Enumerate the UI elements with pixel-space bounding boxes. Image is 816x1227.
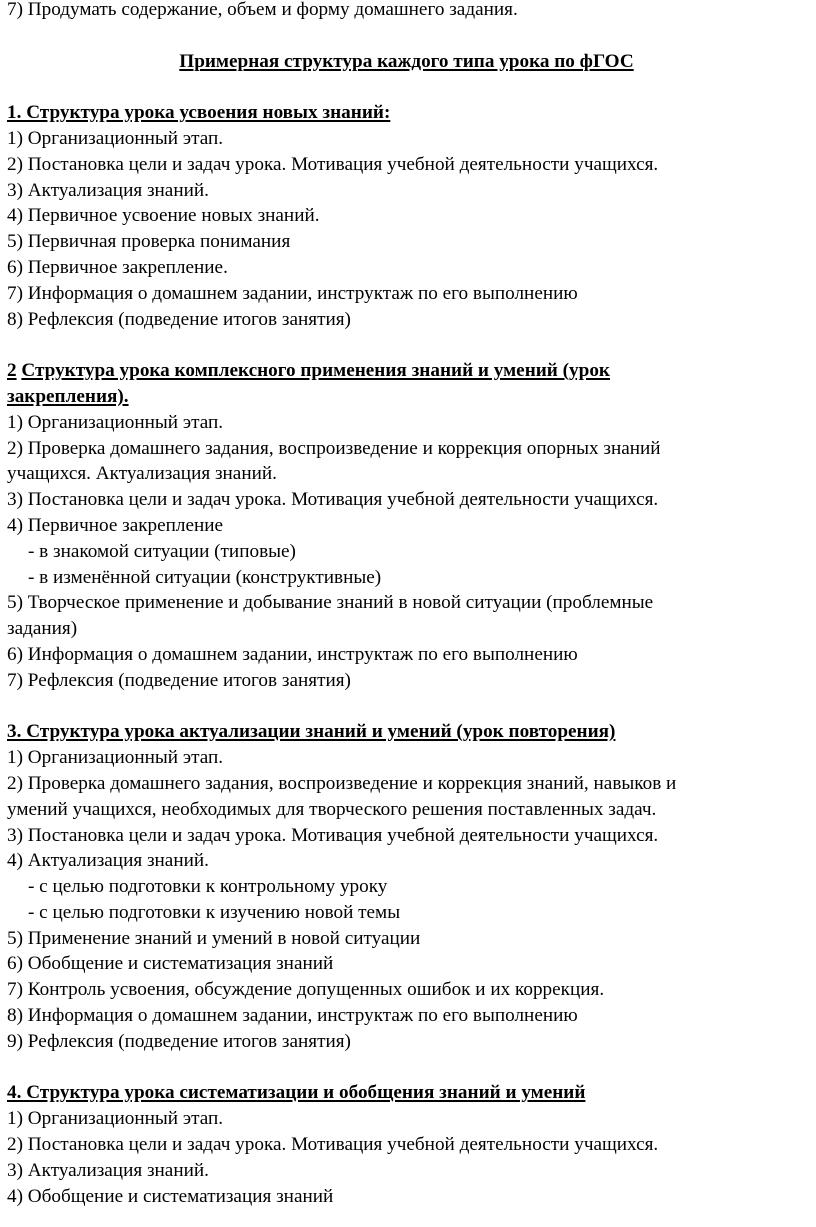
sub-list-item: - в знакомой ситуации (типовые) — [28, 540, 296, 562]
list-item: 3) Актуализация знаний. — [7, 179, 209, 201]
list-item: 8) Рефлексия (подведение итогов занятия) — [7, 308, 351, 330]
section-heading — [7, 358, 812, 384]
list-item: 1) Организационный этап. — [7, 1108, 224, 1130]
blank-line — [7, 1055, 812, 1081]
list-item: 3) Постановка цели и задач урока. Мотивация учебной деятельности учащихся. — [7, 824, 659, 846]
section-heading-continuation: закрепления). — [7, 385, 129, 407]
main-title: Примерная структура каждого типа урока по фГОС — [179, 50, 634, 72]
section-heading: 1. Структура урока усвоения новых знаний: — [7, 102, 391, 124]
list-item: 2) Постановка цели и задач урока. Мотивация учебной деятельности учащихся. — [7, 153, 659, 175]
list-item: 4) Обобщение и систематизация знаний — [7, 1185, 334, 1207]
list-item: 7) Информация о домашнем задании, инструктаж по его выполнению — [7, 282, 578, 304]
document-page — [7, 0, 812, 1209]
list-item: 5) Творческое применение и добывание знаний в новой ситуации (проблемные — [7, 592, 654, 614]
list-item: 1) Организационный этап. — [7, 127, 224, 149]
list-item: 3) Актуализация знаний. — [7, 1159, 209, 1181]
section-1 — [7, 100, 812, 332]
section-heading-number: 2 — [7, 360, 17, 382]
list-item: 8) Информация о домашнем задании, инструктаж по его выполнению — [7, 1005, 578, 1027]
section-heading: 3. Структура урока актуализации знаний и умений (урок повторения) — [7, 721, 616, 743]
section-heading: 4. Структура урока систематизации и обобщения знаний и умений — [7, 1082, 586, 1104]
list-item: 6) Информация о домашнем задании, инструктаж по его выполнению — [7, 643, 578, 665]
list-item: 2) Постановка цели и задач урока. Мотивация учебной деятельности учащихся. — [7, 1134, 659, 1156]
list-item: 2) Проверка домашнего задания, воспроизведение и коррекция опорных знаний — [7, 437, 661, 459]
list-item: 7) Рефлексия (подведение итогов занятия) — [7, 669, 351, 691]
list-item: 5) Первичная проверка понимания — [7, 231, 291, 253]
list-item: 4) Актуализация знаний. — [7, 850, 209, 872]
section-3 — [7, 719, 812, 1054]
sub-list-item: - в изменённой ситуации (конструктивные) — [28, 566, 382, 588]
list-item: умений учащихся, необходимых для творческого решения поставленных задач. — [7, 798, 657, 820]
intro-line: 7) Продумать содержание, объем и форму домашнего задания. — [7, 0, 518, 20]
list-item: 9) Рефлексия (подведение итогов занятия) — [7, 1030, 351, 1052]
list-item: 4) Первичное закрепление — [7, 514, 224, 536]
blank-line — [7, 23, 812, 49]
sub-list-item: - с целью подготовки к контрольному уроку — [28, 876, 388, 898]
list-item: 1) Организационный этап. — [7, 747, 224, 769]
list-item: 3) Постановка цели и задач урока. Мотивация учебной деятельности учащихся. — [7, 489, 659, 511]
list-item: 6) Обобщение и систематизация знаний — [7, 953, 334, 975]
list-item: 4) Первичное усвоение новых знаний. — [7, 205, 320, 227]
list-item: 7) Контроль усвоения, обсуждение допущенных ошибок и их коррекция. — [7, 979, 605, 1001]
sub-list-item: - с целью подготовки к изучению новой темы — [28, 901, 401, 923]
list-item: 1) Организационный этап. — [7, 411, 224, 433]
blank-line — [7, 74, 812, 100]
blank-line — [7, 332, 812, 358]
list-item: 6) Первичное закрепление. — [7, 256, 228, 278]
section-2 — [7, 358, 812, 693]
blank-line — [7, 694, 812, 720]
list-item: 2) Проверка домашнего задания, воспроизведение и коррекция знаний, навыков и — [7, 772, 677, 794]
section-heading-text: Структура урока комплексного применения знаний и умений (урок — [21, 360, 610, 382]
list-item: учащихся. Актуализация знаний. — [7, 463, 277, 485]
list-item: задания) — [7, 618, 78, 640]
section-4 — [7, 1080, 812, 1209]
list-item: 5) Применение знаний и умений в новой ситуации — [7, 927, 421, 949]
